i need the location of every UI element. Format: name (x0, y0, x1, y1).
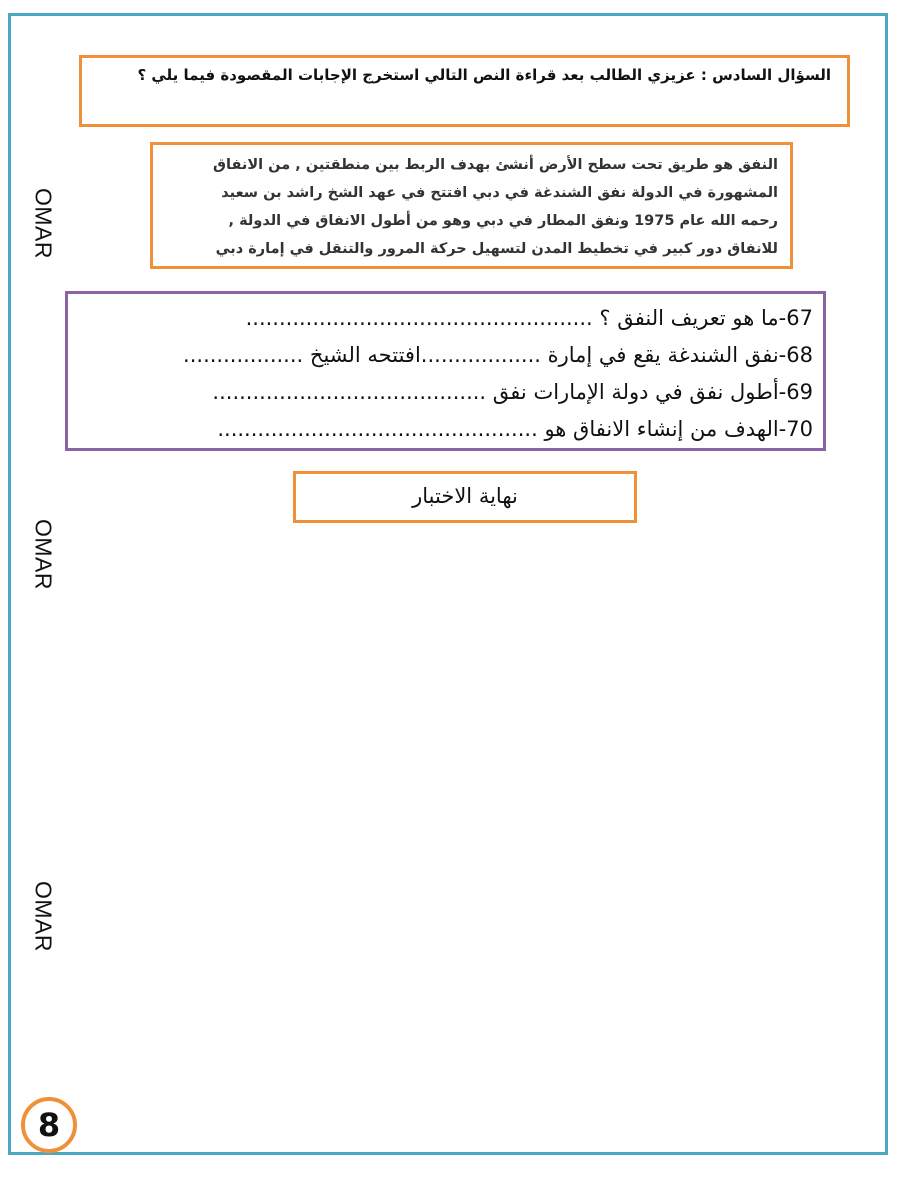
reading-passage-box (150, 142, 793, 269)
passage-line: النفق هو طريق تحت سطح الأرض أنشئ بهدف الربط بين منطقتين , من الانفاق (213, 157, 778, 173)
end-of-exam-label: نهاية الاختبار (412, 484, 518, 508)
passage-line: رحمه الله عام 1975 ونفق المطار في دبي وهو من أطول الانفاق في الدولة , (228, 213, 778, 229)
question-text: 67-ما هو تعريف النفق ؟ (599, 306, 813, 330)
watermark: OMAR (30, 519, 57, 590)
question-item (78, 411, 813, 448)
question-text: 68-نفق الشندغة يقع في إمارة ..................افتتحه الشيخ (309, 343, 813, 367)
watermark: OMAR (30, 881, 57, 952)
question-item (78, 374, 813, 411)
question-text: 69-أطول نفق في دولة الإمارات نفق (492, 380, 813, 404)
page-number-badge (21, 1097, 77, 1153)
passage-line: للانفاق دور كبير في تخطيط المدن لتسهيل حركة المرور والتنقل في إمارة دبي (215, 241, 778, 257)
answer-blank[interactable]: .................. (183, 343, 304, 367)
question-header-text: السؤال السادس : عزيزي الطالب بعد قراءة النص التالي استخرج الإجابات المقصودة فيما يلي ؟ (137, 66, 831, 84)
answer-blank[interactable]: .................................................... (245, 306, 593, 330)
question-item (78, 300, 813, 337)
question-header-box (79, 55, 850, 127)
answer-blank[interactable]: ......................................... (212, 380, 487, 404)
page-number: 8 (37, 1106, 61, 1144)
watermark: OMAR (30, 188, 57, 259)
passage-line: المشهورة في الدولة نفق الشندغة في دبي افتتح في عهد الشخ راشد بن سعيد (221, 185, 778, 201)
answer-blank[interactable]: ................................................ (217, 417, 538, 441)
question-text: 70-الهدف من إنشاء الانفاق هو (544, 417, 813, 441)
end-of-exam-box (293, 471, 637, 523)
questions-box (65, 291, 826, 451)
question-item (78, 337, 813, 374)
